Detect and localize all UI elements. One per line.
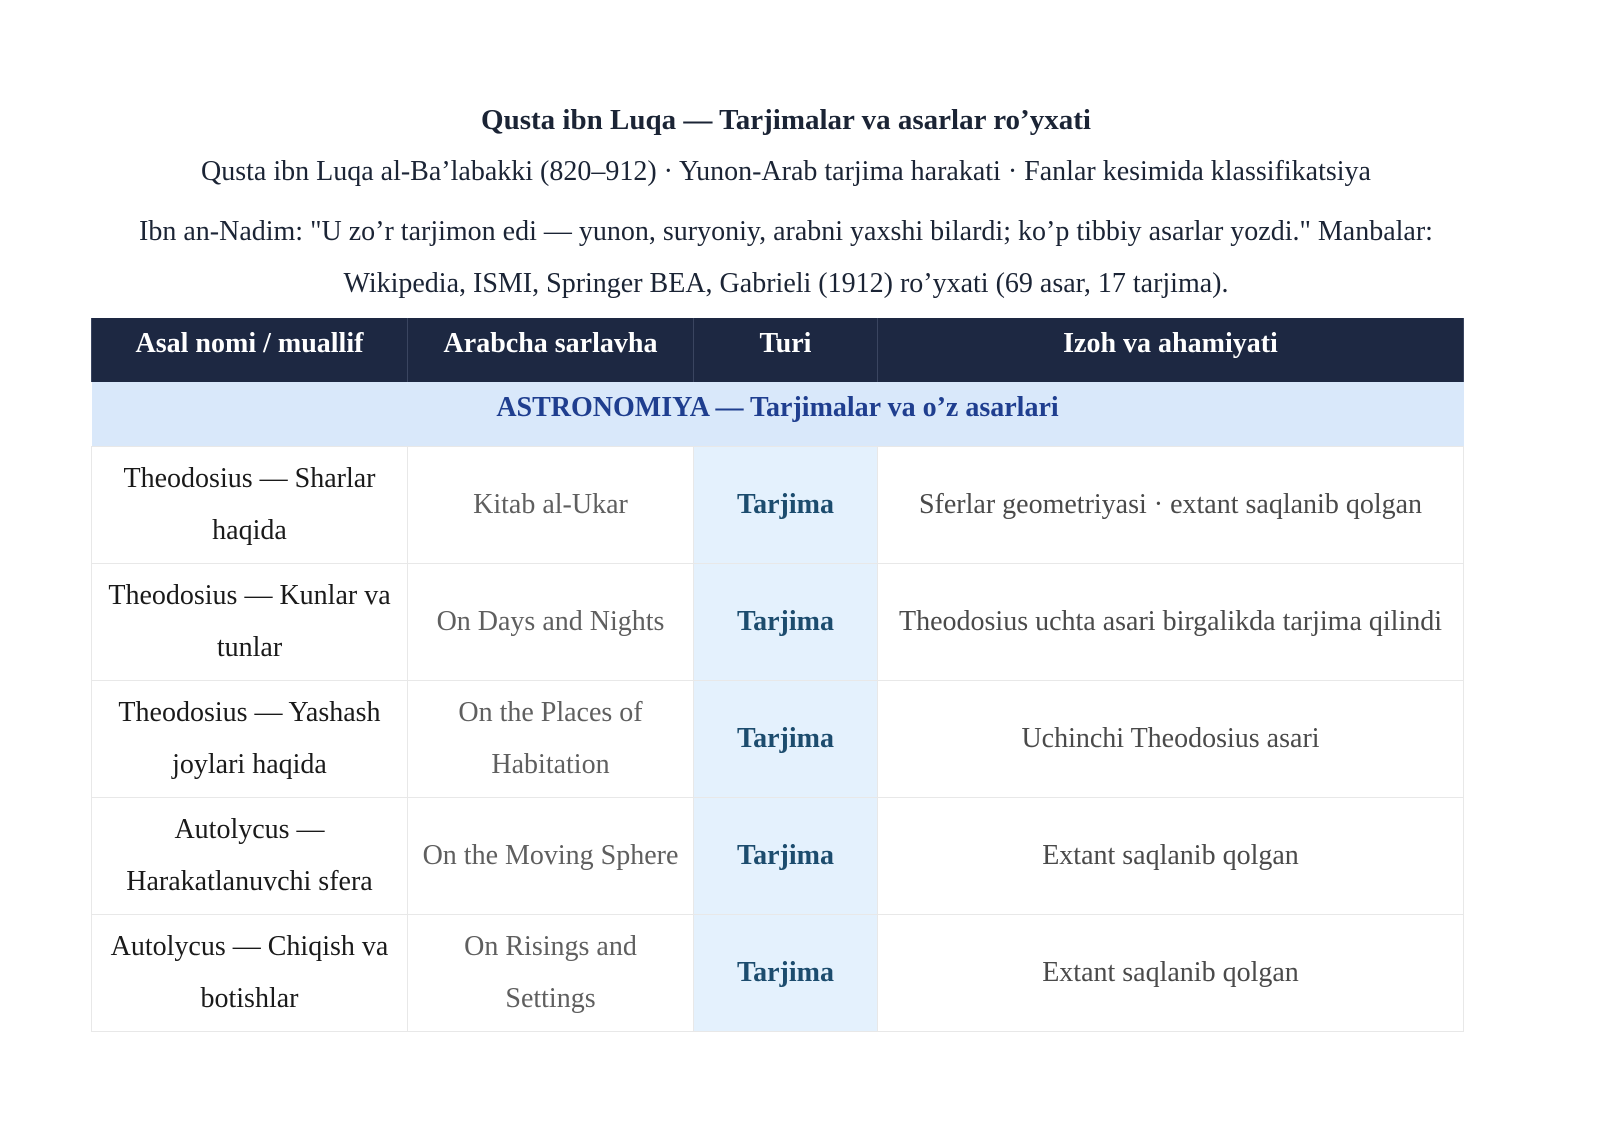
header-type: Turi [694,318,878,382]
cell-original: Theodosius — Yashash joylari haqida [92,681,408,798]
cell-notes: Uchinchi Theodosius asari [878,681,1464,798]
section-title: ASTRONOMIYA — Tarjimalar va o’z asarlari [92,382,1464,447]
section-row [92,382,1464,447]
table-row [92,564,1464,681]
works-table [91,318,1464,1032]
table-row [92,798,1464,915]
table-row [92,447,1464,564]
cell-type: Tarjima [694,447,878,564]
cell-arabic: On the Moving Sphere [408,798,694,915]
cell-original: Autolycus — Chiqish va botishlar [92,915,408,1032]
cell-type: Tarjima [694,915,878,1032]
cell-notes: Sferlar geometriyasi · extant saqlanib qolgan [878,447,1464,564]
table-row [92,915,1464,1032]
cell-type: Tarjima [694,681,878,798]
source-note: Ibn an-Nadim: "U zo’r tarjimon edi — yunon, suryoniy, arabni yaxshi bilardi; ko’p tibbiy asarlar yozdi." Manbalar: Wikipedia, ISMI, Springer BEA, Gabrieli (1912) ro’yxati (69 asar, 17 tarjima). [139,216,1433,299]
cell-arabic: Kitab al-Ukar [408,447,694,564]
table-row [92,681,1464,798]
cell-notes: Extant saqlanib qolgan [878,798,1464,915]
cell-type: Tarjima [694,564,878,681]
cell-original: Theodosius — Sharlar haqida [92,447,408,564]
cell-notes: Extant saqlanib qolgan [878,915,1464,1032]
cell-original: Autolycus — Harakatlanuvchi sfera [92,798,408,915]
cell-original: Theodosius — Kunlar va tunlar [92,564,408,681]
cell-notes: Theodosius uchta asari birgalikda tarjima qilindi [878,564,1464,681]
cell-arabic: On Risings and Settings [408,915,694,1032]
header-arabic: Arabcha sarlavha [408,318,694,382]
cell-type: Tarjima [694,798,878,915]
header-notes: Izoh va ahamiyati [878,318,1464,382]
page-subtitle: Qusta ibn Luqa al-Ba’labakki (820–912) · Yunon-Arab tarjima harakati · Fanlar kesimida klassifikatsiya [201,156,1371,187]
table-header-row [92,318,1464,382]
page-title: Qusta ibn Luqa — Tarjimalar va asarlar ro’yxati [481,104,1091,136]
cell-arabic: On Days and Nights [408,564,694,681]
cell-arabic: On the Places of Habitation [408,681,694,798]
header-original: Asal nomi / muallif [92,318,408,382]
